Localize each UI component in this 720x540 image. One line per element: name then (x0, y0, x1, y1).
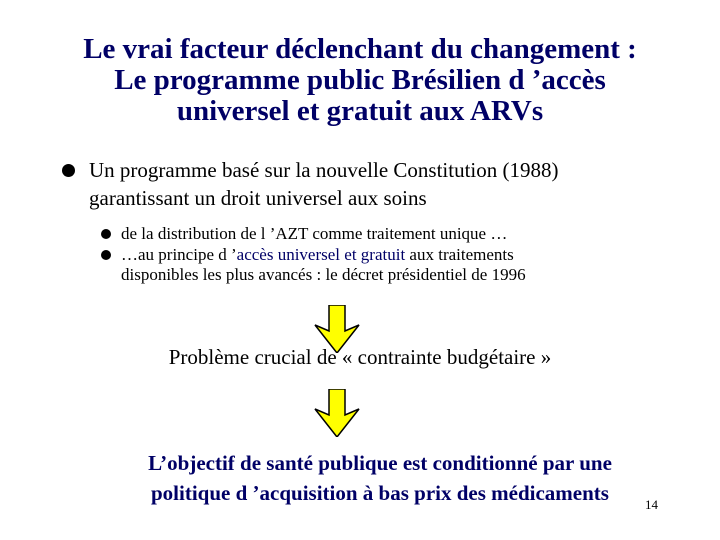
sub-bullet-2-line-2: disponibles les plus avancés : le décret présidentiel de 1996 (121, 265, 526, 284)
title-line-1: Le vrai facteur déclenchant du changement : (83, 33, 637, 65)
problem-text: Problème crucial de « contrainte budgétaire » (168, 345, 552, 369)
problem-statement (0, 344, 720, 370)
objective-statement (60, 448, 700, 508)
page-number: 14 (645, 497, 658, 512)
title-line-2: Le programme public Brésilien d ’accès (114, 64, 606, 96)
sub-bullet-2-line-1 (121, 245, 514, 265)
objective-line-2: politique d ’acquisition à bas prix des médicaments (151, 481, 609, 505)
main-bullet-line-1: Un programme basé sur la nouvelle Constitution (1988) (89, 158, 559, 182)
sub-bullet-1-text: de la distribution de l ’AZT comme traitement unique … (121, 224, 508, 243)
down-arrow-icon (313, 389, 361, 437)
title-line-3: universel et gratuit aux ARVs (176, 95, 544, 127)
main-bullet-icon (62, 164, 75, 177)
sub-bullet-1-icon (101, 229, 111, 239)
sub-bullet-2-post: aux traitements (405, 245, 514, 264)
sub-bullet-2-icon (101, 250, 111, 260)
sub-bullet-2-highlight: accès universel et gratuit (236, 245, 406, 264)
objective-line-1: L’objectif de santé publique est conditionné par une (148, 451, 612, 475)
main-bullet-line-2: garantissant un droit universel aux soins (89, 186, 427, 210)
slide-title (0, 34, 720, 127)
main-bullet-text (89, 156, 609, 212)
sub-bullet-2-pre: …au principe d ’ (121, 245, 237, 264)
